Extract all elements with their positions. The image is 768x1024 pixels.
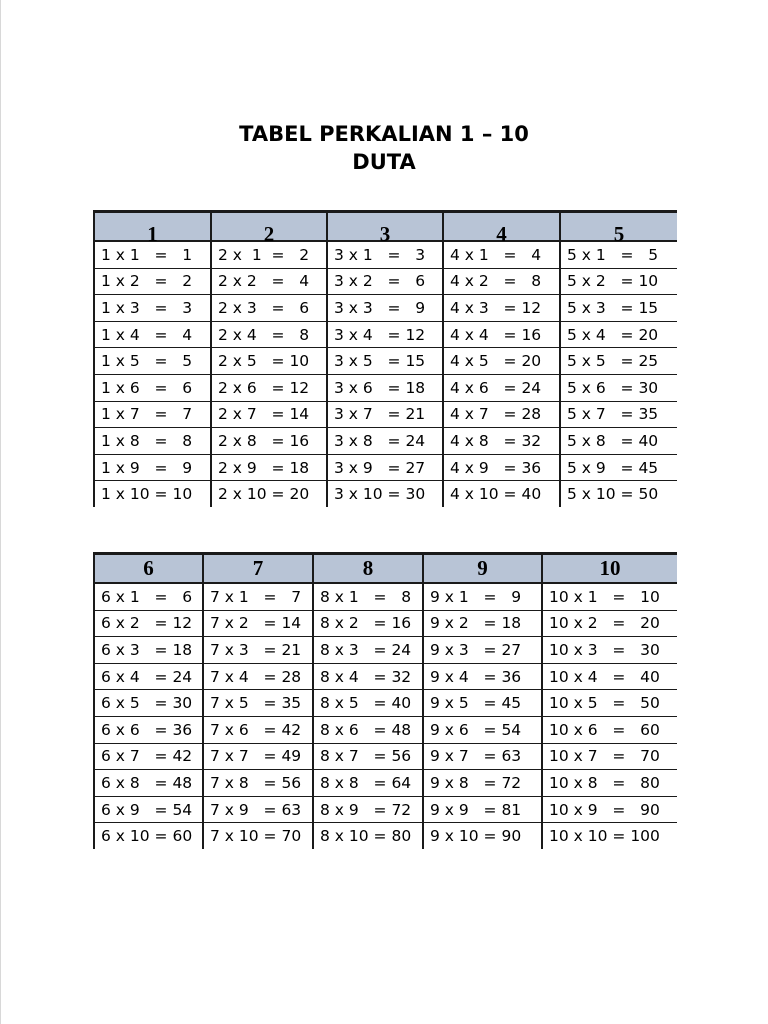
table-cell: 6 x 1 = 6 bbox=[94, 583, 203, 610]
table-row bbox=[94, 823, 677, 849]
table-cell: 3 x 5 = 15 bbox=[327, 348, 443, 375]
table-cell: 4 x 5 = 20 bbox=[443, 348, 560, 375]
column-header: 7 bbox=[203, 554, 313, 584]
multiplication-table-1-5 bbox=[93, 210, 677, 507]
table-row bbox=[94, 401, 677, 428]
column-header: 1 bbox=[94, 212, 211, 242]
table-cell: 1 x 10 = 10 bbox=[94, 481, 211, 507]
table-cell: 5 x 3 = 15 bbox=[560, 295, 677, 322]
table-row bbox=[94, 454, 677, 481]
table-cell: 7 x 10 = 70 bbox=[203, 823, 313, 849]
table-cell: 5 x 7 = 35 bbox=[560, 401, 677, 428]
table-cell: 4 x 8 = 32 bbox=[443, 428, 560, 455]
table-cell: 8 x 2 = 16 bbox=[313, 610, 423, 637]
table-row bbox=[94, 770, 677, 797]
table-cell: 9 x 1 = 9 bbox=[423, 583, 542, 610]
table-cell: 7 x 4 = 28 bbox=[203, 663, 313, 690]
table-row bbox=[94, 716, 677, 743]
table-cell: 4 x 1 = 4 bbox=[443, 241, 560, 268]
table-cell: 7 x 7 = 49 bbox=[203, 743, 313, 770]
table-row bbox=[94, 796, 677, 823]
table-cell: 8 x 8 = 64 bbox=[313, 770, 423, 797]
table-cell: 3 x 10 = 30 bbox=[327, 481, 443, 507]
table-cell: 2 x 1 = 2 bbox=[211, 241, 327, 268]
table-cell: 5 x 2 = 10 bbox=[560, 268, 677, 295]
table-row bbox=[94, 321, 677, 348]
table-cell: 8 x 1 = 8 bbox=[313, 583, 423, 610]
table-row bbox=[94, 743, 677, 770]
table-cell: 10 x 2 = 20 bbox=[542, 610, 677, 637]
table-cell: 10 x 8 = 80 bbox=[542, 770, 677, 797]
table-cell: 2 x 10 = 20 bbox=[211, 481, 327, 507]
table-cell: 9 x 6 = 54 bbox=[423, 716, 542, 743]
table-cell: 3 x 7 = 21 bbox=[327, 401, 443, 428]
table-cell: 9 x 9 = 81 bbox=[423, 796, 542, 823]
table-row bbox=[94, 610, 677, 637]
table-cell: 3 x 4 = 12 bbox=[327, 321, 443, 348]
table-cell: 3 x 1 = 3 bbox=[327, 241, 443, 268]
column-header: 6 bbox=[94, 554, 203, 584]
table-row bbox=[94, 268, 677, 295]
table-cell: 7 x 8 = 56 bbox=[203, 770, 313, 797]
table-cell: 5 x 10 = 50 bbox=[560, 481, 677, 507]
table-cell: 10 x 4 = 40 bbox=[542, 663, 677, 690]
table-cell: 6 x 5 = 30 bbox=[94, 690, 203, 717]
table-cell: 3 x 2 = 6 bbox=[327, 268, 443, 295]
column-header: 4 bbox=[443, 212, 560, 242]
table-cell: 6 x 3 = 18 bbox=[94, 637, 203, 664]
table-cell: 10 x 7 = 70 bbox=[542, 743, 677, 770]
table-cell: 1 x 3 = 3 bbox=[94, 295, 211, 322]
table-cell: 6 x 4 = 24 bbox=[94, 663, 203, 690]
table-cell: 3 x 3 = 9 bbox=[327, 295, 443, 322]
multiplication-table-6-10 bbox=[93, 552, 677, 849]
table-cell: 8 x 3 = 24 bbox=[313, 637, 423, 664]
table-cell: 4 x 9 = 36 bbox=[443, 454, 560, 481]
table-cell: 6 x 7 = 42 bbox=[94, 743, 203, 770]
table-row bbox=[94, 428, 677, 455]
table-cell: 9 x 4 = 36 bbox=[423, 663, 542, 690]
table-cell: 8 x 6 = 48 bbox=[313, 716, 423, 743]
table-cell: 5 x 5 = 25 bbox=[560, 348, 677, 375]
table-cell: 6 x 10 = 60 bbox=[94, 823, 203, 849]
table-cell: 2 x 4 = 8 bbox=[211, 321, 327, 348]
table-cell: 5 x 1 = 5 bbox=[560, 241, 677, 268]
table-cell: 1 x 6 = 6 bbox=[94, 374, 211, 401]
table-cell: 2 x 6 = 12 bbox=[211, 374, 327, 401]
table-cell: 6 x 9 = 54 bbox=[94, 796, 203, 823]
table-cell: 2 x 8 = 16 bbox=[211, 428, 327, 455]
table-cell: 3 x 8 = 24 bbox=[327, 428, 443, 455]
table-cell: 6 x 8 = 48 bbox=[94, 770, 203, 797]
table-cell: 5 x 4 = 20 bbox=[560, 321, 677, 348]
table-row bbox=[94, 481, 677, 507]
table-header-row bbox=[94, 212, 677, 242]
table-cell: 7 x 6 = 42 bbox=[203, 716, 313, 743]
table-cell: 4 x 2 = 8 bbox=[443, 268, 560, 295]
table-cell: 10 x 10 = 100 bbox=[542, 823, 677, 849]
table-cell: 8 x 4 = 32 bbox=[313, 663, 423, 690]
table-cell: 10 x 1 = 10 bbox=[542, 583, 677, 610]
table-row bbox=[94, 637, 677, 664]
table-cell: 10 x 5 = 50 bbox=[542, 690, 677, 717]
table-cell: 8 x 10 = 80 bbox=[313, 823, 423, 849]
table-cell: 2 x 5 = 10 bbox=[211, 348, 327, 375]
table-cell: 8 x 5 = 40 bbox=[313, 690, 423, 717]
table-row bbox=[94, 348, 677, 375]
table-cell: 1 x 5 = 5 bbox=[94, 348, 211, 375]
table-cell: 10 x 6 = 60 bbox=[542, 716, 677, 743]
table-cell: 1 x 8 = 8 bbox=[94, 428, 211, 455]
table-cell: 3 x 9 = 27 bbox=[327, 454, 443, 481]
table-cell: 7 x 1 = 7 bbox=[203, 583, 313, 610]
table-cell: 9 x 8 = 72 bbox=[423, 770, 542, 797]
table-cell: 4 x 6 = 24 bbox=[443, 374, 560, 401]
table-cell: 10 x 9 = 90 bbox=[542, 796, 677, 823]
table-cell: 1 x 7 = 7 bbox=[94, 401, 211, 428]
table-cell: 8 x 9 = 72 bbox=[313, 796, 423, 823]
column-header: 9 bbox=[423, 554, 542, 584]
column-header: 2 bbox=[211, 212, 327, 242]
table-cell: 9 x 2 = 18 bbox=[423, 610, 542, 637]
table-cell: 4 x 4 = 16 bbox=[443, 321, 560, 348]
table-cell: 9 x 10 = 90 bbox=[423, 823, 542, 849]
table-cell: 7 x 3 = 21 bbox=[203, 637, 313, 664]
table-cell: 4 x 10 = 40 bbox=[443, 481, 560, 507]
table-cell: 2 x 3 = 6 bbox=[211, 295, 327, 322]
table-cell: 4 x 7 = 28 bbox=[443, 401, 560, 428]
table-cell: 6 x 6 = 36 bbox=[94, 716, 203, 743]
table-row bbox=[94, 295, 677, 322]
table-cell: 2 x 2 = 4 bbox=[211, 268, 327, 295]
column-header: 5 bbox=[560, 212, 677, 242]
table-row bbox=[94, 583, 677, 610]
table-cell: 5 x 6 = 30 bbox=[560, 374, 677, 401]
table-cell: 1 x 1 = 1 bbox=[94, 241, 211, 268]
page-title: TABEL PERKALIAN 1 – 10 bbox=[239, 122, 529, 146]
table-row bbox=[94, 241, 677, 268]
column-header: 8 bbox=[313, 554, 423, 584]
table-cell: 1 x 9 = 9 bbox=[94, 454, 211, 481]
table-cell: 4 x 3 = 12 bbox=[443, 295, 560, 322]
table-cell: 2 x 7 = 14 bbox=[211, 401, 327, 428]
table-cell: 9 x 3 = 27 bbox=[423, 637, 542, 664]
table-cell: 2 x 9 = 18 bbox=[211, 454, 327, 481]
table-cell: 10 x 3 = 30 bbox=[542, 637, 677, 664]
table-row bbox=[94, 374, 677, 401]
column-header: 3 bbox=[327, 212, 443, 242]
page-subtitle: DUTA bbox=[352, 150, 416, 174]
table-cell: 1 x 2 = 2 bbox=[94, 268, 211, 295]
table-cell: 5 x 8 = 40 bbox=[560, 428, 677, 455]
table-cell: 7 x 2 = 14 bbox=[203, 610, 313, 637]
table-row bbox=[94, 690, 677, 717]
table-row bbox=[94, 663, 677, 690]
table-header-row bbox=[94, 554, 677, 584]
table-cell: 1 x 4 = 4 bbox=[94, 321, 211, 348]
table-cell: 5 x 9 = 45 bbox=[560, 454, 677, 481]
table-cell: 6 x 2 = 12 bbox=[94, 610, 203, 637]
table-cell: 9 x 7 = 63 bbox=[423, 743, 542, 770]
table-cell: 9 x 5 = 45 bbox=[423, 690, 542, 717]
column-header: 10 bbox=[542, 554, 677, 584]
table-cell: 7 x 9 = 63 bbox=[203, 796, 313, 823]
table-cell: 7 x 5 = 35 bbox=[203, 690, 313, 717]
table-cell: 3 x 6 = 18 bbox=[327, 374, 443, 401]
table-cell: 8 x 7 = 56 bbox=[313, 743, 423, 770]
